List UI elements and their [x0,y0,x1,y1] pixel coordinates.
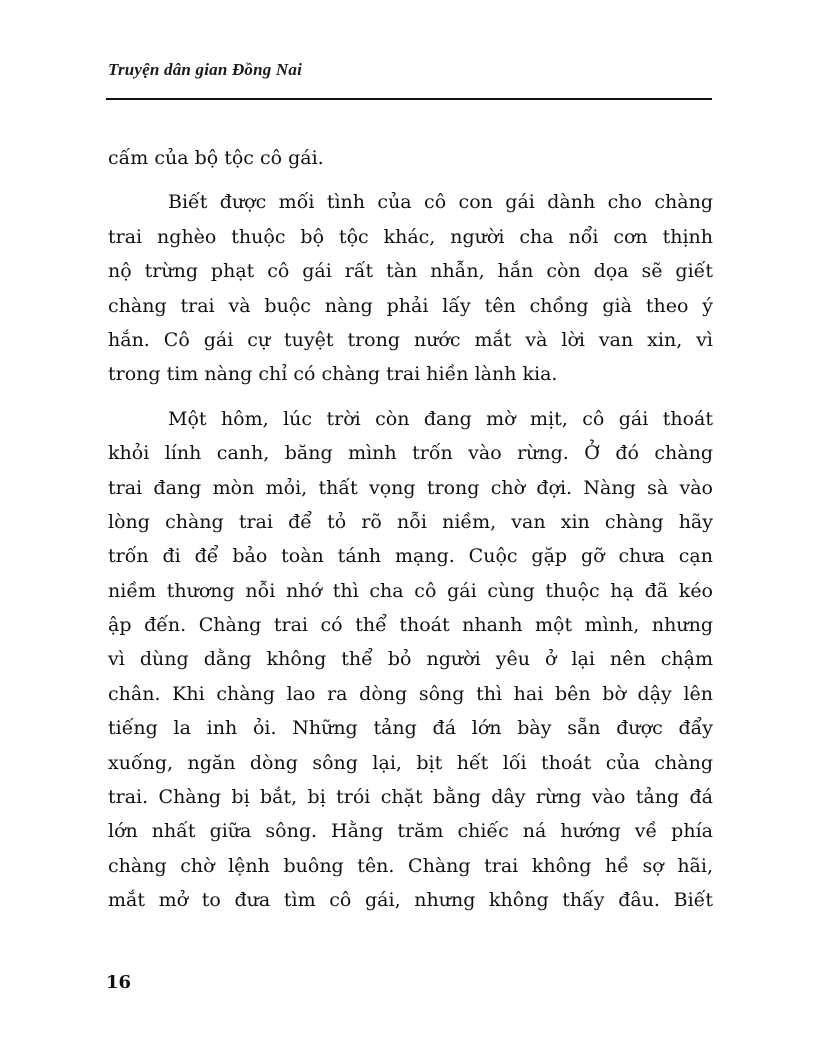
text-line: lớn nhất giữa sông. Hằng trăm chiếc ná hướng về phía [108,820,713,843]
text-line: xuống, ngăn dòng sông lại, bịt hết lối thoát của chàng [108,751,713,774]
text-line: cấm của bộ tộc cô gái. [108,147,324,169]
text-line: hắn. Cô gái cự tuyệt trong nước mắt và lời van xin, vì [108,328,713,351]
paragraph-gap [108,175,713,185]
text-line: Một hôm, lúc trời còn đang mờ mịt, cô gái thoát [168,407,713,430]
text-line: trốn đi để bảo toàn tánh mạng. Cuộc gặp gỡ chưa cạn [108,545,713,568]
page-number: 16 [106,972,132,993]
text-line: trai. Chàng bị bắt, bị trói chặt bằng dây rừng vào tảng đá [108,786,713,809]
text-line: chân. Khi chàng lao ra dòng sông thì hai bên bờ dậy lên [108,682,713,705]
text-line: tiếng la inh ỏi. Những tảng đá lớn bày sẵn được đẩy [108,717,713,740]
text-line: chàng chờ lệnh buông tên. Chàng trai không hề sợ hãi, [108,854,713,877]
text-line: Biết được mối tình của cô con gái dành cho chàng [168,191,713,214]
text-line: trai đang mòn mỏi, thất vọng trong chờ đợi. Nàng sà vào [108,476,713,499]
body-text [108,141,713,918]
text-line: chàng trai và buộc nàng phải lấy tên chồng già theo ý [108,294,713,317]
header-rule [106,98,712,100]
text-line: nộ trừng phạt cô gái rất tàn nhẫn, hắn còn dọa sẽ giết [108,260,713,283]
running-header: Truyện dân gian Đồng Nai [108,60,303,79]
text-line: niềm thương nỗi nhớ thì cha cô gái cùng thuộc hạ đã kéo [108,579,713,602]
text-line: ập đến. Chàng trai có thể thoát nhanh một mình, nhưng [108,614,713,637]
text-line: mắt mở to đưa tìm cô gái, nhưng không thấy đâu. Biết [108,889,713,912]
text-line: lòng chàng trai để tỏ rõ nỗi niềm, van xin chàng hãy [108,510,713,533]
text-line: khỏi lính canh, băng mình trốn vào rừng. Ở đó chàng [108,442,713,465]
text-line: trai nghèo thuộc bộ tộc khác, người cha nổi cơn thịnh [108,225,713,248]
text-line: vì dùng dằng không thể bỏ người yêu ở lại nên chậm [108,648,713,671]
text-line: trong tim nàng chỉ có chàng trai hiền lành kia. [108,363,558,386]
paragraph-gap [108,392,713,402]
